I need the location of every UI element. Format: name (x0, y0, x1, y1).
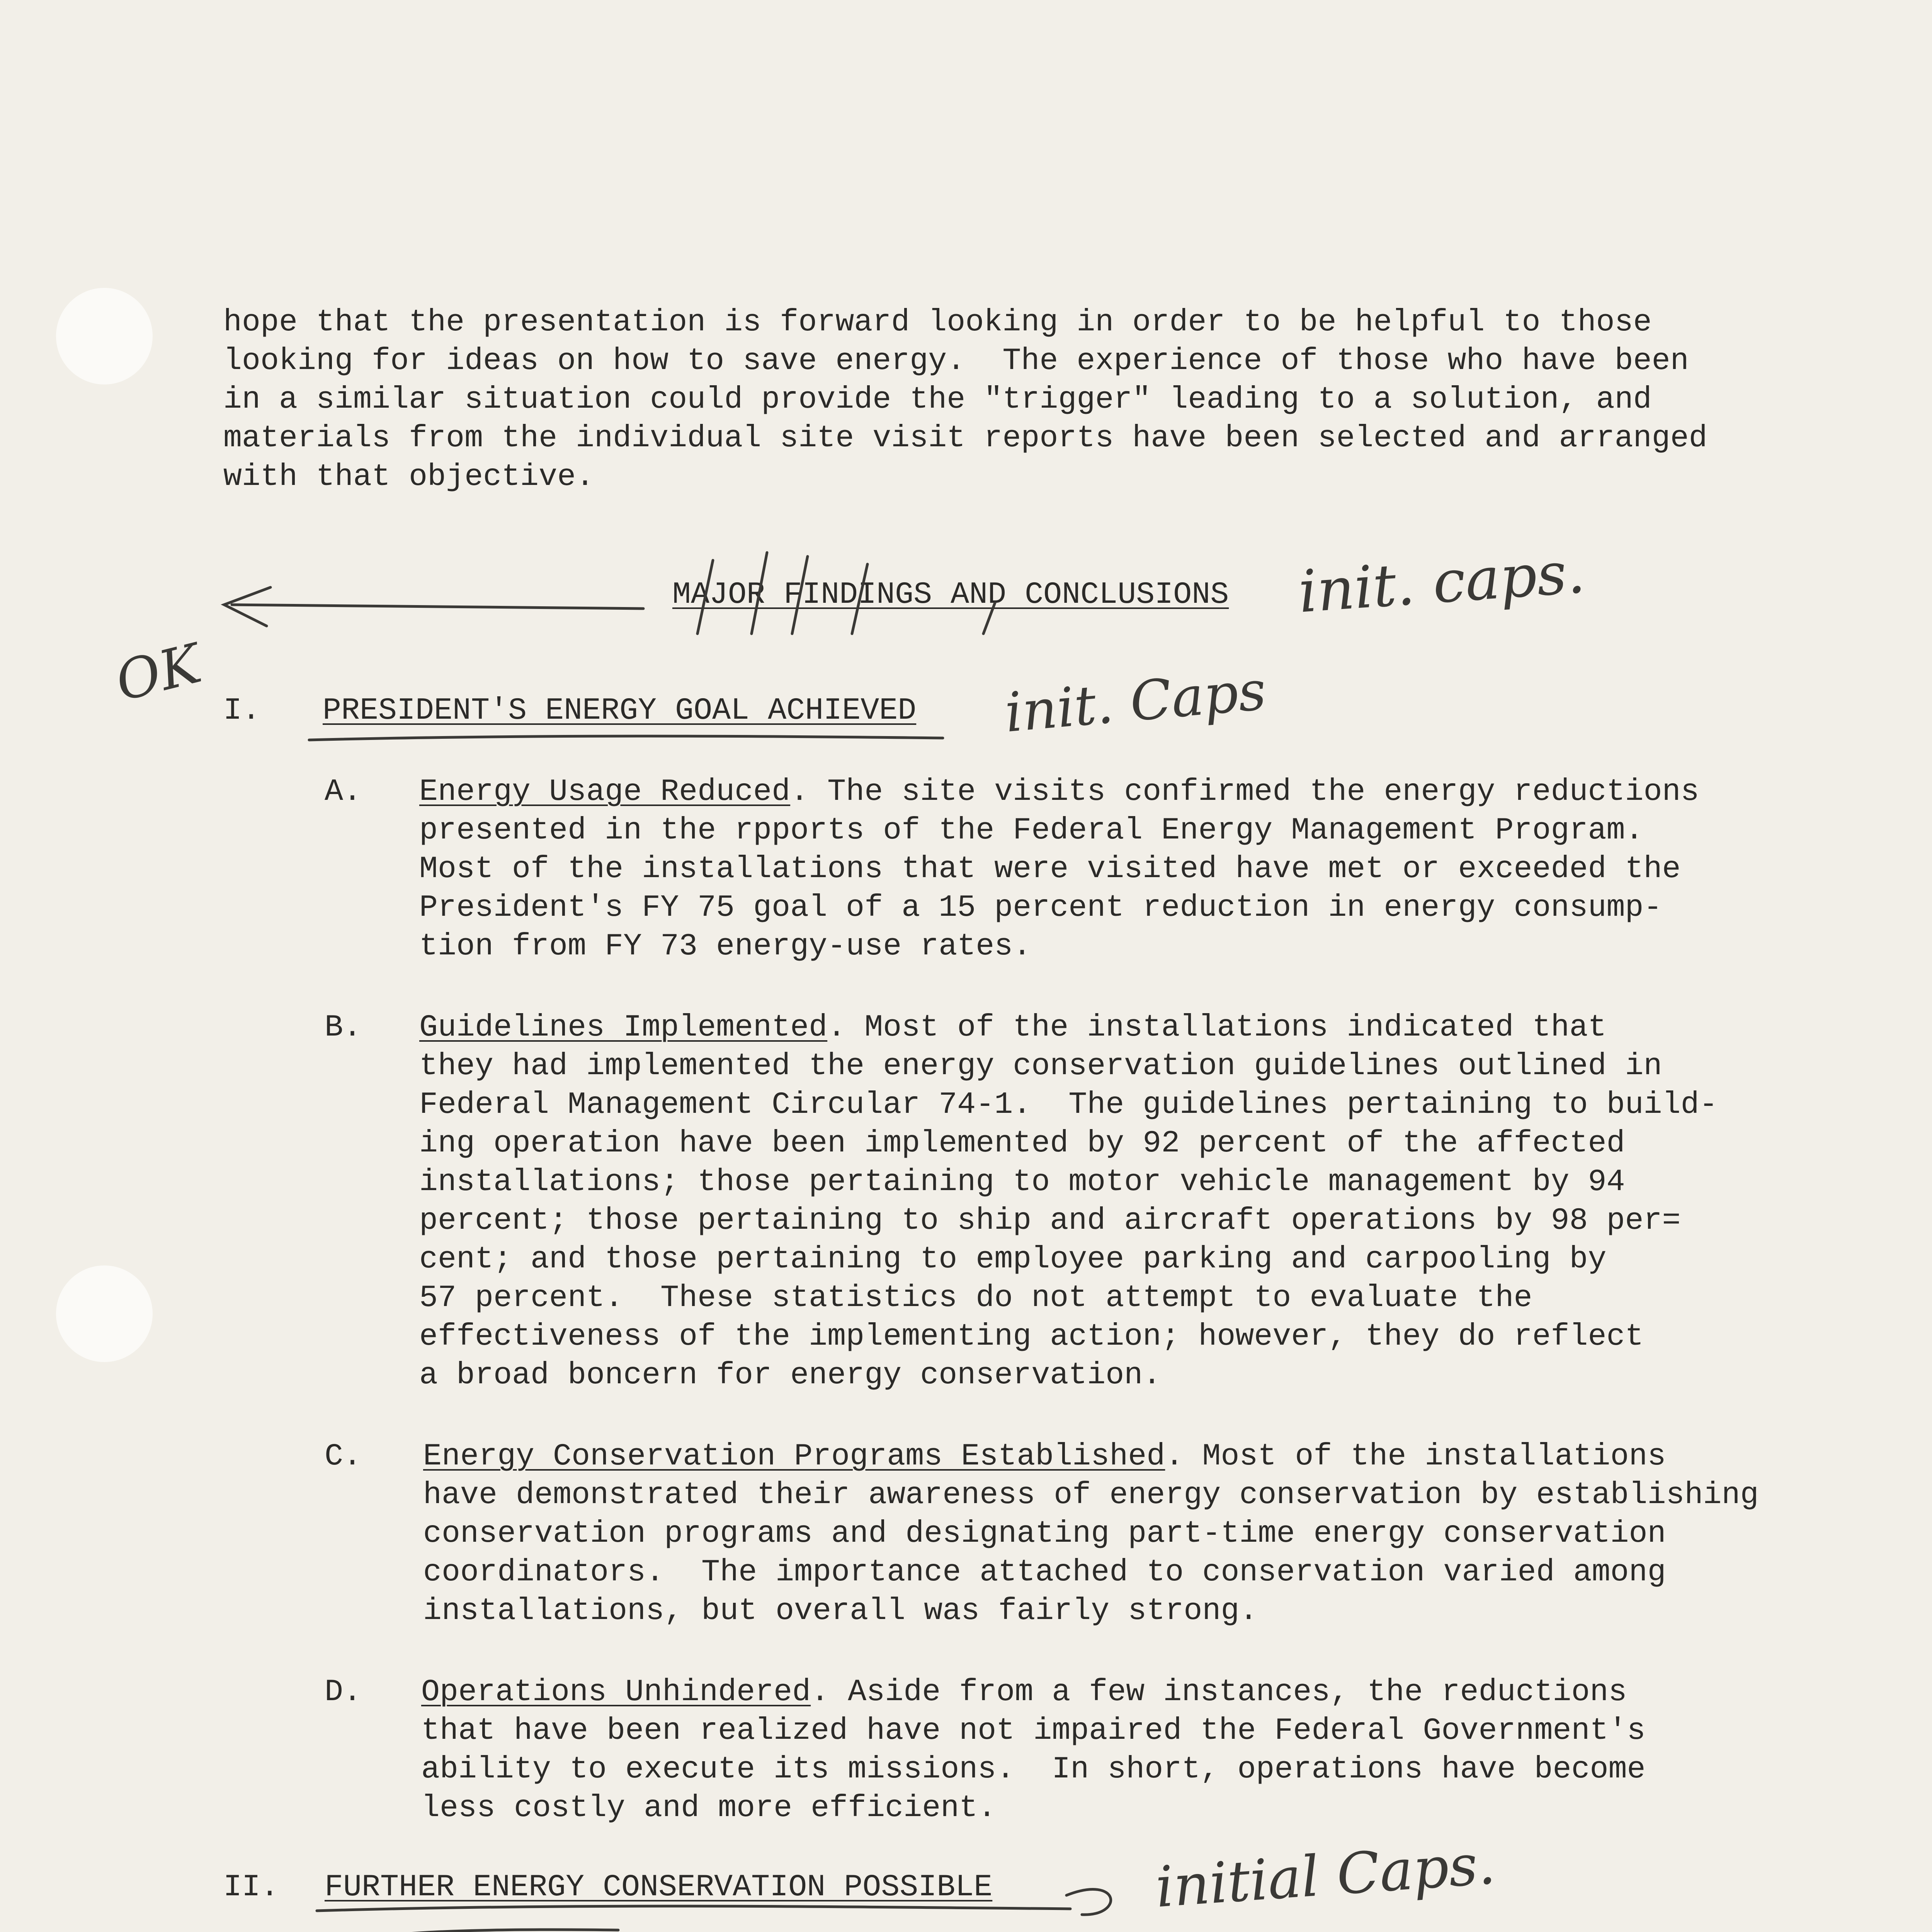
section-1-title-underline-extra (309, 736, 943, 740)
item-c-line: have demonstrated their awareness of energy conservation by establishing (423, 1478, 1759, 1513)
section-2-annotation: initial Caps. (1153, 1831, 1498, 1920)
item-b-line: ing operation have been implemented by 92 percent of the affected (419, 1126, 1625, 1161)
section-2-title: FURTHER ENERGY CONSERVATION POSSIBLE (325, 1870, 993, 1905)
section-1-title: PRESIDENT'S ENERGY GOAL ACHIEVED (323, 693, 917, 728)
item-b-line: percent; those pertaining to ship and aircraft operations by 98 per= (419, 1203, 1681, 1238)
item-b-line: 57 percent. These statistics do not attempt to evaluate the (419, 1281, 1532, 1316)
item-b-letter: B. (325, 1010, 362, 1045)
item-b-line: effectiveness of the implementing action; however, they do reflect (419, 1319, 1644, 1354)
item-c-first-line-rest: . Most of the installations (1165, 1439, 1666, 1474)
item-d-line: less costly and more efficient. (421, 1791, 997, 1826)
intro-line: materials from the individual site visit reports have been selected and arranged (223, 421, 1708, 456)
item-c-line: installations, but overall was fairly strong. (423, 1594, 1258, 1629)
item-d-first-line-rest: . Aside from a few instances, the reductions (811, 1675, 1627, 1710)
item-b-line: installations; those pertaining to motor vehicle management by 94 (419, 1165, 1625, 1200)
item-b-line: they had implemented the energy conservation guidelines outlined in (419, 1049, 1662, 1084)
item-c-letter: C. (325, 1439, 362, 1474)
item-b-line: Federal Management Circular 74-1. The guidelines pertaining to build- (419, 1087, 1718, 1122)
item-d-line: ability to execute its missions. In short, operations have become (421, 1752, 1646, 1787)
item-a-line: President's FY 75 goal of a 15 percent reduction in energy consump- (419, 890, 1662, 925)
item-b-line: a broad boncern for energy conservation. (419, 1358, 1162, 1393)
item-d-line: that have been realized have not impaired the Federal Government's (421, 1713, 1646, 1748)
item-c-line: conservation programs and designating part-time energy conservation (423, 1516, 1666, 1551)
item-a-line: Most of the installations that were visited have met or exceeded the (419, 852, 1681, 887)
section-2-loop-arrow (1066, 1889, 1111, 1915)
item-c-line: coordinators. The importance attached to conservation varied among (423, 1555, 1666, 1590)
section-2-connector (325, 1930, 618, 1932)
section-2-title-underline-extra (317, 1906, 1070, 1911)
major-findings-heading: MAJOR FINDINGS AND CONCLUSIONS (672, 577, 1229, 612)
intro-line: looking for ideas on how to save energy. The experience of those who have been (223, 344, 1689, 379)
item-a-line: presented in the rpports of the Federal Energy Management Program. (419, 813, 1644, 848)
item-b-first-line-rest: . Most of the installations indicated that (827, 1010, 1607, 1045)
heading-annotation: init. caps. (1296, 539, 1587, 626)
left-arrow-head (224, 587, 270, 626)
item-a-line: tion from FY 73 energy-use rates. (419, 929, 1032, 964)
item-a-letter: A. (325, 774, 362, 810)
intro-line: in a similar situation could provide the "trigger" leading to a solution, and (223, 382, 1652, 417)
item-c-title: Energy Conservation Programs Established (423, 1439, 1165, 1474)
item-b-title: Guidelines Implemented (419, 1010, 828, 1045)
item-a-title: Energy Usage Reduced (419, 774, 791, 810)
item-d-letter: D. (325, 1675, 362, 1710)
heading-strike-ticks (697, 553, 995, 634)
item-b-line: cent; and those pertaining to employee parking and carpooling by (419, 1242, 1607, 1277)
section-1-numeral: I. (223, 693, 261, 728)
ok-annotation-1: OK (109, 632, 207, 714)
section-2-numeral: II. (223, 1870, 279, 1905)
left-arrow-shaft (232, 605, 643, 609)
item-d-title: Operations Unhindered (421, 1675, 811, 1710)
section-1-annotation: init. Caps (1002, 659, 1269, 745)
item-a-first-line-rest: . The site visits confirmed the energy reductions (790, 774, 1699, 810)
intro-line: hope that the presentation is forward looking in order to be helpful to those (223, 305, 1652, 340)
intro-line: with that objective. (223, 459, 595, 495)
